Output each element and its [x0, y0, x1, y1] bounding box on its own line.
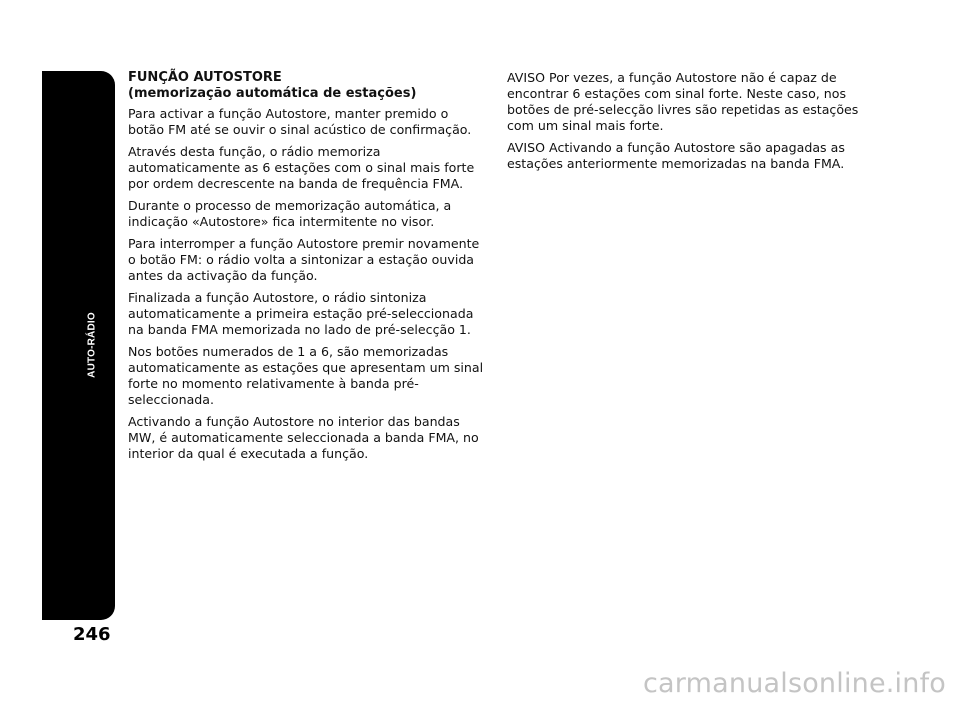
- paragraph: Finalizada a função Autostore, o rádio sintoniza automaticamente a primeira estação pré-seleccionada na banda FMA memorizada no lado de pré-selecção 1.: [128, 290, 474, 337]
- section-side-tab-label: AUTO-RÁDIO: [86, 312, 98, 378]
- section-side-tab: [42, 71, 115, 620]
- paragraph: Activando a função Autostore no interior das bandas MW, é automaticamente seleccionada a banda FMA, no interior da qual é executada a função.: [128, 414, 479, 461]
- paragraph: Durante o processo de memorização automática, a indicação «Autostore» fica intermitente no visor.: [128, 198, 452, 229]
- paragraph: Através desta função, o rádio memoriza automaticamente as 6 estações com o sinal mais forte por ordem decrescente na banda de frequência FMA.: [128, 144, 475, 191]
- warning-paragraph: AVISO Por vezes, a função Autostore não é capaz de encontrar 6 estações com sinal forte. Neste caso, nos botões de pré-selecção livres são repetidas as estações com um sinal mais forte.: [507, 70, 859, 133]
- section-heading: [128, 70, 488, 102]
- paragraph: Para activar a função Autostore, manter premido o botão FM até se ouvir o sinal acústico de confirmação.: [128, 106, 472, 137]
- paragraph: Nos botões numerados de 1 a 6, são memorizadas automaticamente as estações que apresentam um sinal forte no momento relativamente à banda pré-seleccionada.: [128, 344, 484, 407]
- left-column: [128, 70, 488, 468]
- section-heading-subtitle: (memorização automática de estações): [128, 86, 417, 101]
- paragraph: Para interromper a função Autostore premir novamente o botão FM: o rádio volta a sintonizar a estação ouvida antes da activação da função.: [128, 236, 480, 283]
- right-column: [507, 70, 887, 178]
- watermark: carmanualsonline.info: [643, 668, 946, 699]
- warning-paragraph: AVISO Activando a função Autostore são apagadas as estações anteriormente memorizadas na banda FMA.: [507, 140, 845, 171]
- page-number: 246: [73, 624, 111, 645]
- section-heading-title: FUNÇÃO AUTOSTORE: [128, 70, 282, 85]
